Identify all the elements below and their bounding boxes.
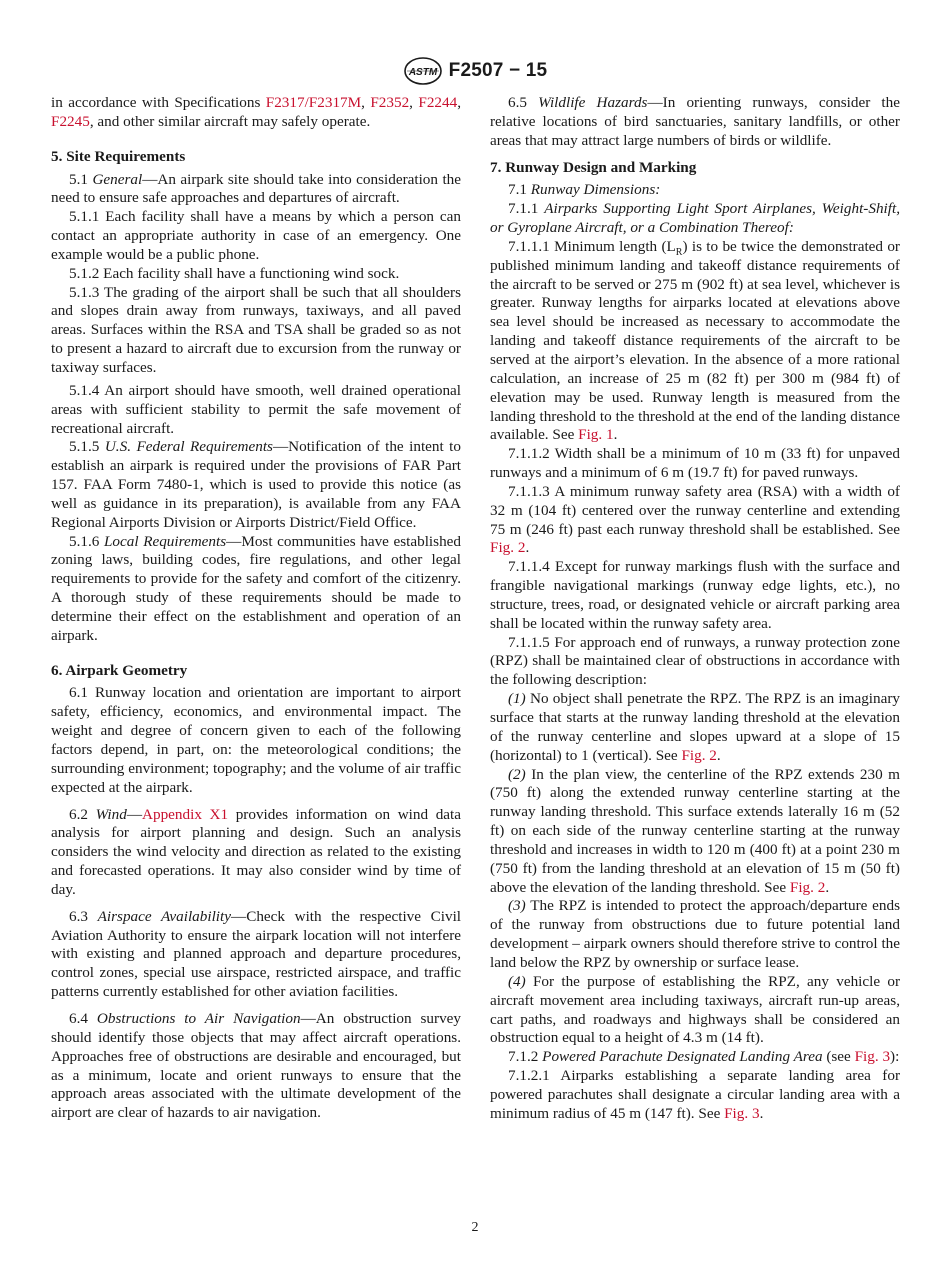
link-f2244[interactable]: F2244 <box>418 94 458 111</box>
link-appendix-x1[interactable]: Appendix X1 <box>142 805 229 823</box>
para-5-1-4: 5.1.4 An airport should have smooth, well drained operational areas with sufficient stability to permit the safe movement of recreational aircraft. <box>51 381 461 437</box>
para-7-1-2: 7.1.2 Powered Parachute Designated Landing Area (see Fig. 3): <box>508 1048 900 1066</box>
para-6-3: 6.3 Airspace Availability—Check with the respective Civil Aviation Authority to ensure the airpark location will not interfere with existing and planned approach and departure procedures, control zones, special use airspace, restricted airspace, and traffic patterns currently established for other aviation facilities. <box>51 907 462 1001</box>
document-id: F2507 − 15 <box>448 60 548 81</box>
link-fig-3[interactable]: Fig. 3 <box>854 1048 891 1066</box>
para-7-1-1-4: 7.1.1.4 Except for runway markings flush with the surface and frangible navigational markings (runway edge lights, etc.), no structure, trees, road, or designated vehicle or aircraft parking area shall be located within the runway safety area. <box>490 558 900 632</box>
link-fig-2[interactable]: Fig. 2 <box>681 746 717 764</box>
left-column <box>51 94 461 1123</box>
link-fig-2[interactable]: Fig. 2 <box>789 878 826 896</box>
link-f2317[interactable]: F2317/F2317M <box>265 94 362 111</box>
link-f2245[interactable]: F2245 <box>51 112 90 130</box>
para-5-1-3: 5.1.3 The grading of the airport shall be such that all shoulders and slopes drain away from runways, taxiways, and all paved areas. Surfaces within the RSA and TSA shall be graded so as not to present a hazard to aircraft due to excursion from the runway or taxiway surfaces. <box>51 283 461 376</box>
para-6-1: 6.1 Runway location and orientation are important to airport safety, efficiency, economics, and environmental impact. The weight and degree of concern given to each of the following factors depend, in part, on: the meteorological conditions; the surrounding environment; topography; and the volume of air traffic expected at the airpark. <box>51 684 461 796</box>
para-5-1-5: 5.1.5 U.S. Federal Requirements—Notification of the intent to establish an airpark is required under the provisions of FAR Part 157. FAA Form 7480-1, which is used to provide this notice (as well as guidance in its preparation), is available from any FAA Regional Airports Division or Airports District/Field Office. <box>51 438 461 531</box>
para-5-1: 5.1 General—An airpark site should take into consideration the need to ensure safe approaches and departures of aircraft. <box>51 170 461 207</box>
link-fig-3[interactable]: Fig. 3 <box>724 1104 760 1122</box>
rpz-item-4: (4) For the purpose of establishing the RPZ, any vehicle or aircraft movement area including taxiways, aircraft run-up areas, cart paths, and roadways and highways shall be considered an obstruction equal to a height of 4.3 m (14 ft). <box>490 972 900 1047</box>
link-fig-1[interactable]: Fig. 1 <box>578 426 614 444</box>
para-5-1-6: 5.1.6 Local Requirements—Most communities have established zoning laws, building codes, fire regulations, and other legal requirements to provide for the safety and comfort of the citizenry. A thorough study of these requirements should be made to determine their effect on the establishment and operation of an airpark. <box>51 532 461 644</box>
para-5-1-1: 5.1.1 Each facility shall have a means by which a person can contact an appropriate authority in case of an emergency. One example would be a public phone. <box>51 208 461 263</box>
link-f2352[interactable]: F2352 <box>370 94 410 111</box>
page-header <box>0 54 950 88</box>
section-6-heading: 6. Airpark Geometry <box>51 661 188 679</box>
rpz-item-3: (3) The RPZ is intended to protect the approach/departure ends of the runway from obstructions due to future potential land development – airpark owners should therefore strive to control the land below the RPZ by ownership or surface lease. <box>490 897 900 971</box>
right-column <box>490 94 900 1124</box>
intro-paragraph: in accordance with Specifications F2317/F2317M, F2352, F2244, F2245, and other similar aircraft may safely operate. <box>51 94 461 130</box>
para-7-1-1-3: 7.1.1.3 A minimum runway safety area (RSA) with a width of 32 m (104 ft) centered over the runway centerline and extending 75 m (246 ft) past each runway threshold shall be established. See Fig. 2. <box>490 482 900 557</box>
link-fig-2[interactable]: Fig. 2 <box>490 539 526 557</box>
para-7-1-1-1: 7.1.1.1 Minimum length $(L_R)$ is to be twice the demonstrated or published minimum landing and takeoff distance requirements of the aircraft to be served or 275 m (902 ft) at sea level, whichever is greater. Runway lengths for airparks located at elevations above sea level should be increased as necessary to accommodate the landing and takeoff distance requirements of the aircraft to be served at the airport’s elevation. In the absence of a more rational calculation, an increase of 25 m (82 ft) per 300 m (984 ft) of elevation may be used. Runway length is measured from the landing threshold to the threshold at the end of the landing distance available. See Fig. 1. <box>490 237 900 444</box>
para-6-2: 6.2 Wind—Appendix X1 provides information on wind data analysis for airport planning and design. Such an analysis considers the wind velocity and direction as related to the existing and forecasted operations. It may also consider wind by time of day. <box>51 805 461 898</box>
para-6-4: 6.4 Obstructions to Air Navigation—An obstruction survey should identify those objects that may affect aircraft operations. Approaches free of obstructions are desirable and encouraged, but as a minimum, locate and orient runways to ensure that the approach areas associated with the ultimate development of the airport are clear of hazards to air navigation. <box>51 1009 462 1122</box>
rpz-item-1: (1) No object shall penetrate the RPZ. The RPZ is an imaginary surface that starts at the runway landing threshold at the elevation of the runway centerline and slopes upward at a slope of 15 (horizontal) to 1 (vertical). See Fig. 2. <box>490 690 900 764</box>
svg-text:ASTM: ASTM <box>408 67 437 78</box>
para-7-1-1-2: 7.1.1.2 Width shall be a minimum of 10 m (33 ft) for unpaved runways and a minimum of 6 m (19.7 ft) for paved runways. <box>490 445 900 482</box>
rpz-item-2: (2) In the plan view, the centerline of the RPZ extends 230 m (750 ft) along the extended runway centerline starting at the runway landing threshold. This surface extends laterally 16 m (52 ft) on each side of the runway centerline starting at the runway threshold and increases in width to 120 m (400 ft) at a point 230 m (750 ft) from the landing threshold at an elevation of 15 m (50 ft) above the elevation of the landing threshold. See Fig. 2. <box>490 765 900 896</box>
section-7-heading: 7. Runway Design and Marking <box>490 158 697 176</box>
astm-logo-icon <box>403 56 443 86</box>
section-5-heading: 5. Site Requirements <box>51 147 186 165</box>
para-6-5: 6.5 Wildlife Hazards—In orienting runways, consider the relative locations of bird sanctuaries, sanitary landfills, or other areas that may attract large numbers of birds or wildlife. <box>490 94 900 149</box>
para-7-1-2-1: 7.1.2.1 Airparks establishing a separate landing area for powered parachutes shall designate a circular landing area with a minimum radius of 45 m (147 ft). See Fig. 3. <box>490 1067 900 1122</box>
para-7-1-1: 7.1.1 Airparks Supporting Light Sport Airplanes, Weight-Shift, or Gyroplane Aircraft, or a Combination Thereof: <box>490 200 900 237</box>
para-5-1-2: 5.1.2 Each facility shall have a functioning wind sock. <box>69 264 400 282</box>
para-7-1-1-5: 7.1.1.5 For approach end of runways, a runway protection zone (RPZ) shall be maintained clear of obstructions in accordance with the following description: <box>490 633 900 689</box>
para-7-1: 7.1 Runway Dimensions: <box>508 181 661 199</box>
page-number: 2 <box>471 1220 479 1235</box>
